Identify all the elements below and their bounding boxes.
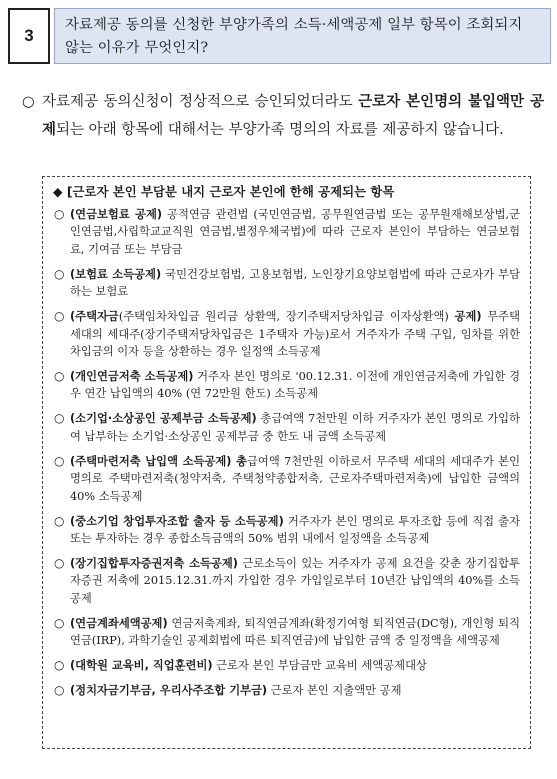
item-heading-continued: 공제) xyxy=(454,310,482,324)
item-body: 급여액 7천만원 이하로서 무주택 세대의 세대주가 본인 명의로 주택마련저축(청약저축, 주택청약종합저축, 근로자주택마련저축)에 납입한 금액의 40% 소득공제 xyxy=(70,454,520,503)
list-item xyxy=(53,368,520,403)
deduction-items-box xyxy=(42,176,531,749)
circle-bullet-icon: ○ xyxy=(54,411,65,426)
item-heading: (중소기업 창업투자조합 출자 등 소득공제) xyxy=(70,514,284,528)
circle-bullet-icon: ○ xyxy=(54,207,65,221)
box-title-text: [근로자 본인 부담분 내지 근로자 본인에 한해 공제되는 항목 xyxy=(66,184,395,199)
item-body: 총급여액 7천만원 이하 거주자가 본인 명의로 가입하여 납부하는 소기업·소상공인 공제부금 중 한도 내 금액 소득공제 xyxy=(70,412,520,443)
item-heading: (주택마련저축 납입액 소득공제) 총 xyxy=(70,454,247,468)
list-item xyxy=(53,266,520,301)
circle-bullet-icon: ○ xyxy=(54,658,65,673)
question-header xyxy=(8,8,551,64)
item-heading: (연금계좌세액공제) xyxy=(70,616,168,630)
item-body: 거주자 본인 명의로 '00.12.31. 이전에 개인연금저축에 가입한 경우 연간 납입액의 40% (연 72만원 한도) 소득공제 xyxy=(70,370,520,401)
circle-bullet-icon: ○ xyxy=(54,556,65,571)
item-body: (주택임차차입금 원리금 상환액, 장기주택저당차입금 이자상환액) xyxy=(118,310,449,324)
item-heading: (보험료 소득공제) xyxy=(70,267,162,281)
box-title xyxy=(53,183,520,201)
answer-text-before: 자료제공 동의신청이 정상적으로 승인되었더라도 xyxy=(42,94,359,110)
item-body: 국민건강보험법, 고용보험법, 노인장기요양보험법에 따라 근로자가 부담하는 보험료 xyxy=(70,267,520,299)
item-heading: (정치자금기부금, 우리사주조합 기부금) xyxy=(70,684,268,698)
answer-bullet: ○ xyxy=(22,94,35,110)
list-item xyxy=(53,308,520,360)
item-body: 근로자 본인 지출액만 공제 xyxy=(267,684,402,698)
item-body: 근로자 본인 부담금만 교육비 세액공제대상 xyxy=(212,659,427,673)
circle-bullet-icon: ○ xyxy=(54,369,65,384)
answer-text-after: 되는 아래 항목에 대해서는 부양가족 명의의 자료를 제공하지 않습니다. xyxy=(56,122,504,138)
circle-bullet-icon: ○ xyxy=(54,513,65,528)
list-item xyxy=(53,206,520,258)
list-item xyxy=(53,682,520,699)
list-item xyxy=(53,555,520,607)
item-heading: (주택자금 xyxy=(70,310,119,324)
item-heading: (장기집합투자증권저축 소득공제) xyxy=(70,557,238,571)
list-item xyxy=(53,657,520,674)
answer-bold-text: 근로자 본인명의 불입액만 공제 xyxy=(42,94,544,138)
circle-bullet-icon: ○ xyxy=(54,453,65,468)
circle-bullet-icon: ○ xyxy=(54,266,65,281)
item-body: 거주자가 본인 명의로 투자조합 등에 직접 출자 또는 투자하는 경우 종합소득금액의 50% 범위 내에서 일정액을 소득공제 xyxy=(70,514,521,546)
item-body: 공적연금 관련법 (국민연금법, 공무원연금법 또는 공무원재해보상법,군인연금법,사립학교교직원 연금법,별정우체국법)에 따라 근로자 본인이 부담하는 연금보험료, 기여금 또는 부담금 xyxy=(70,208,520,256)
item-body: 근로소득이 있는 거주자가 공제 요건을 갖춘 장기집합투자증권 저축에 2015.12.31.까지 가입한 경우 가입일로부터 10년간 납입액의 40%를 소득공제 xyxy=(70,557,521,605)
item-body: 연금저축계좌, 퇴직연금계좌(확정기여형 퇴직연금(DC형), 개인형 퇴직연금(IRP), 과학기술인 공제회법에 따른 퇴직연금)에 납입한 금액 중 일정액을 세액공제 xyxy=(70,616,520,648)
question-text: 자료제공 동의를 신청한 부양가족의 소득·세액공제 일부 항목이 조회되지 않는 이유가 무엇인지? xyxy=(54,8,551,64)
item-body-continued: 무주택 세대의 세대주(장기주택저당차입금은 1주택자 가능)로서 거주자가 주택 구입, 임차를 위한 차입금의 이자 등을 상환하는 경우 일정액 소득공제 xyxy=(70,310,520,359)
item-heading: (소기업·소상공인 공제부금 소득공제) xyxy=(70,412,257,426)
item-heading: (연금보험료 공제) xyxy=(70,208,163,221)
circle-bullet-icon: ○ xyxy=(54,615,65,630)
list-item xyxy=(53,615,520,650)
answer-paragraph xyxy=(22,88,544,144)
item-heading: (개인연금저축 소득공제) xyxy=(70,370,194,384)
question-number: 3 xyxy=(8,8,50,64)
circle-bullet-icon: ○ xyxy=(54,683,65,698)
diamond-icon: ◆ xyxy=(53,184,63,199)
list-item xyxy=(53,513,520,548)
list-item xyxy=(53,410,520,445)
item-heading: (대학원 교육비, 직업훈련비) xyxy=(70,659,213,673)
circle-bullet-icon: ○ xyxy=(54,309,65,324)
list-item xyxy=(53,453,520,505)
